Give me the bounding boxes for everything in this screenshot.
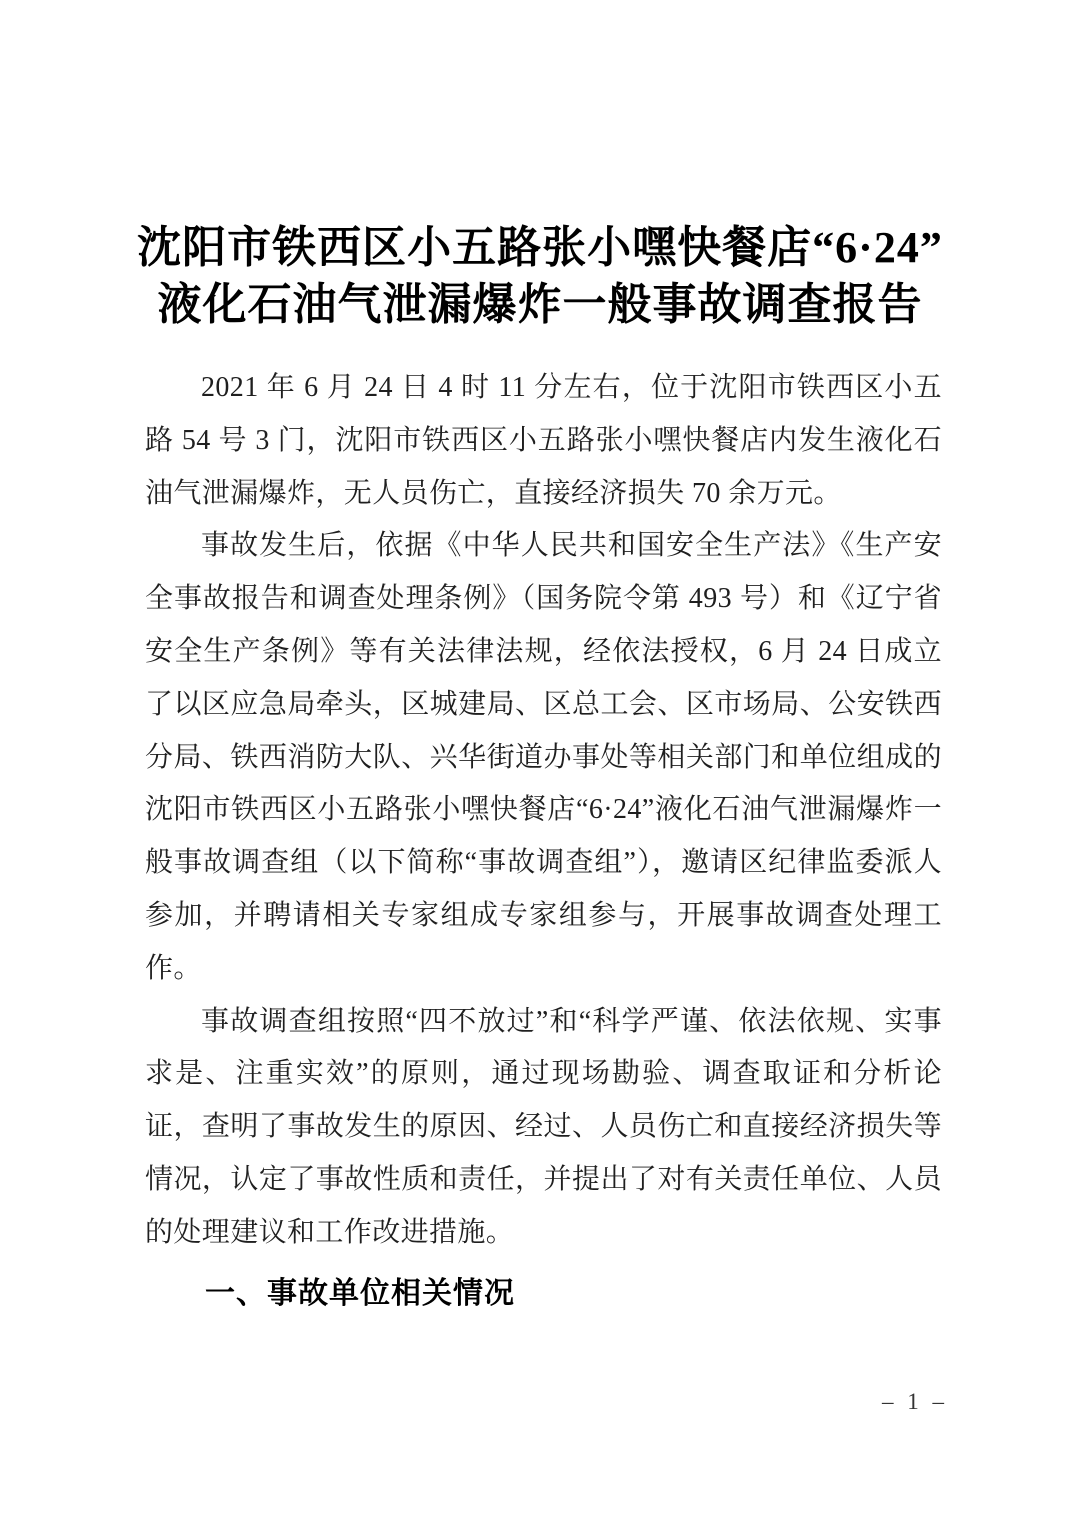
paragraph-investigation-principles: 事故调查组按照“四不放过”和“科学严谨、依法依规、实事求是、注重实效”的原则，通过现场勘验、调查取证和分析论证，查明了事故发生的原因、经过、人员伤亡和直接经济损失等情况，认定了事故性质和责任，并提出了对有关责任单位、人员的处理建议和工作改进措施。 <box>145 1005 942 1248</box>
page-number: – 1 – <box>882 1389 948 1414</box>
report-body <box>145 362 942 1320</box>
section-heading-unit-information: 一、事故单位相关情况 <box>205 1276 515 1310</box>
paragraph-investigation-team: 事故发生后，依据《中华人民共和国安全生产法》《生产安全事故报告和调查处理条例》（国务院令第 493 号）和《辽宁省安全生产条例》等有关法律法规，经依法授权，6 月 24 日成立了以区应急局牵头，区城建局、区总工会、区市场局、公安铁西分局、铁西消防大队、兴华街道办事处等相关部门和单位组成的沈阳市铁西区小五路张小嘿快餐店“6·24”液化石油气泄漏爆炸一般事故调查组（以下简称“事故调查组”），邀请区纪律监委派人参加，并聘请相关专家组成专家组参与，开展事故调查处理工作。 <box>145 530 942 984</box>
report-title-line2: 液化石油气泄漏爆炸一般事故调查报告 <box>157 280 923 330</box>
paragraph-incident-summary: 2021 年 6 月 24 日 4 时 11 分左右，位于沈阳市铁西区小五路 54 号 3 门，沈阳市铁西区小五路张小嘿快餐店内发生液化石油气泄漏爆炸，无人员伤亡，直接经济损失 70 余万元。 <box>145 372 942 509</box>
report-title-line1: 沈阳市铁西区小五路张小嘿快餐店“6·24” <box>137 223 943 273</box>
report-title <box>100 219 980 333</box>
